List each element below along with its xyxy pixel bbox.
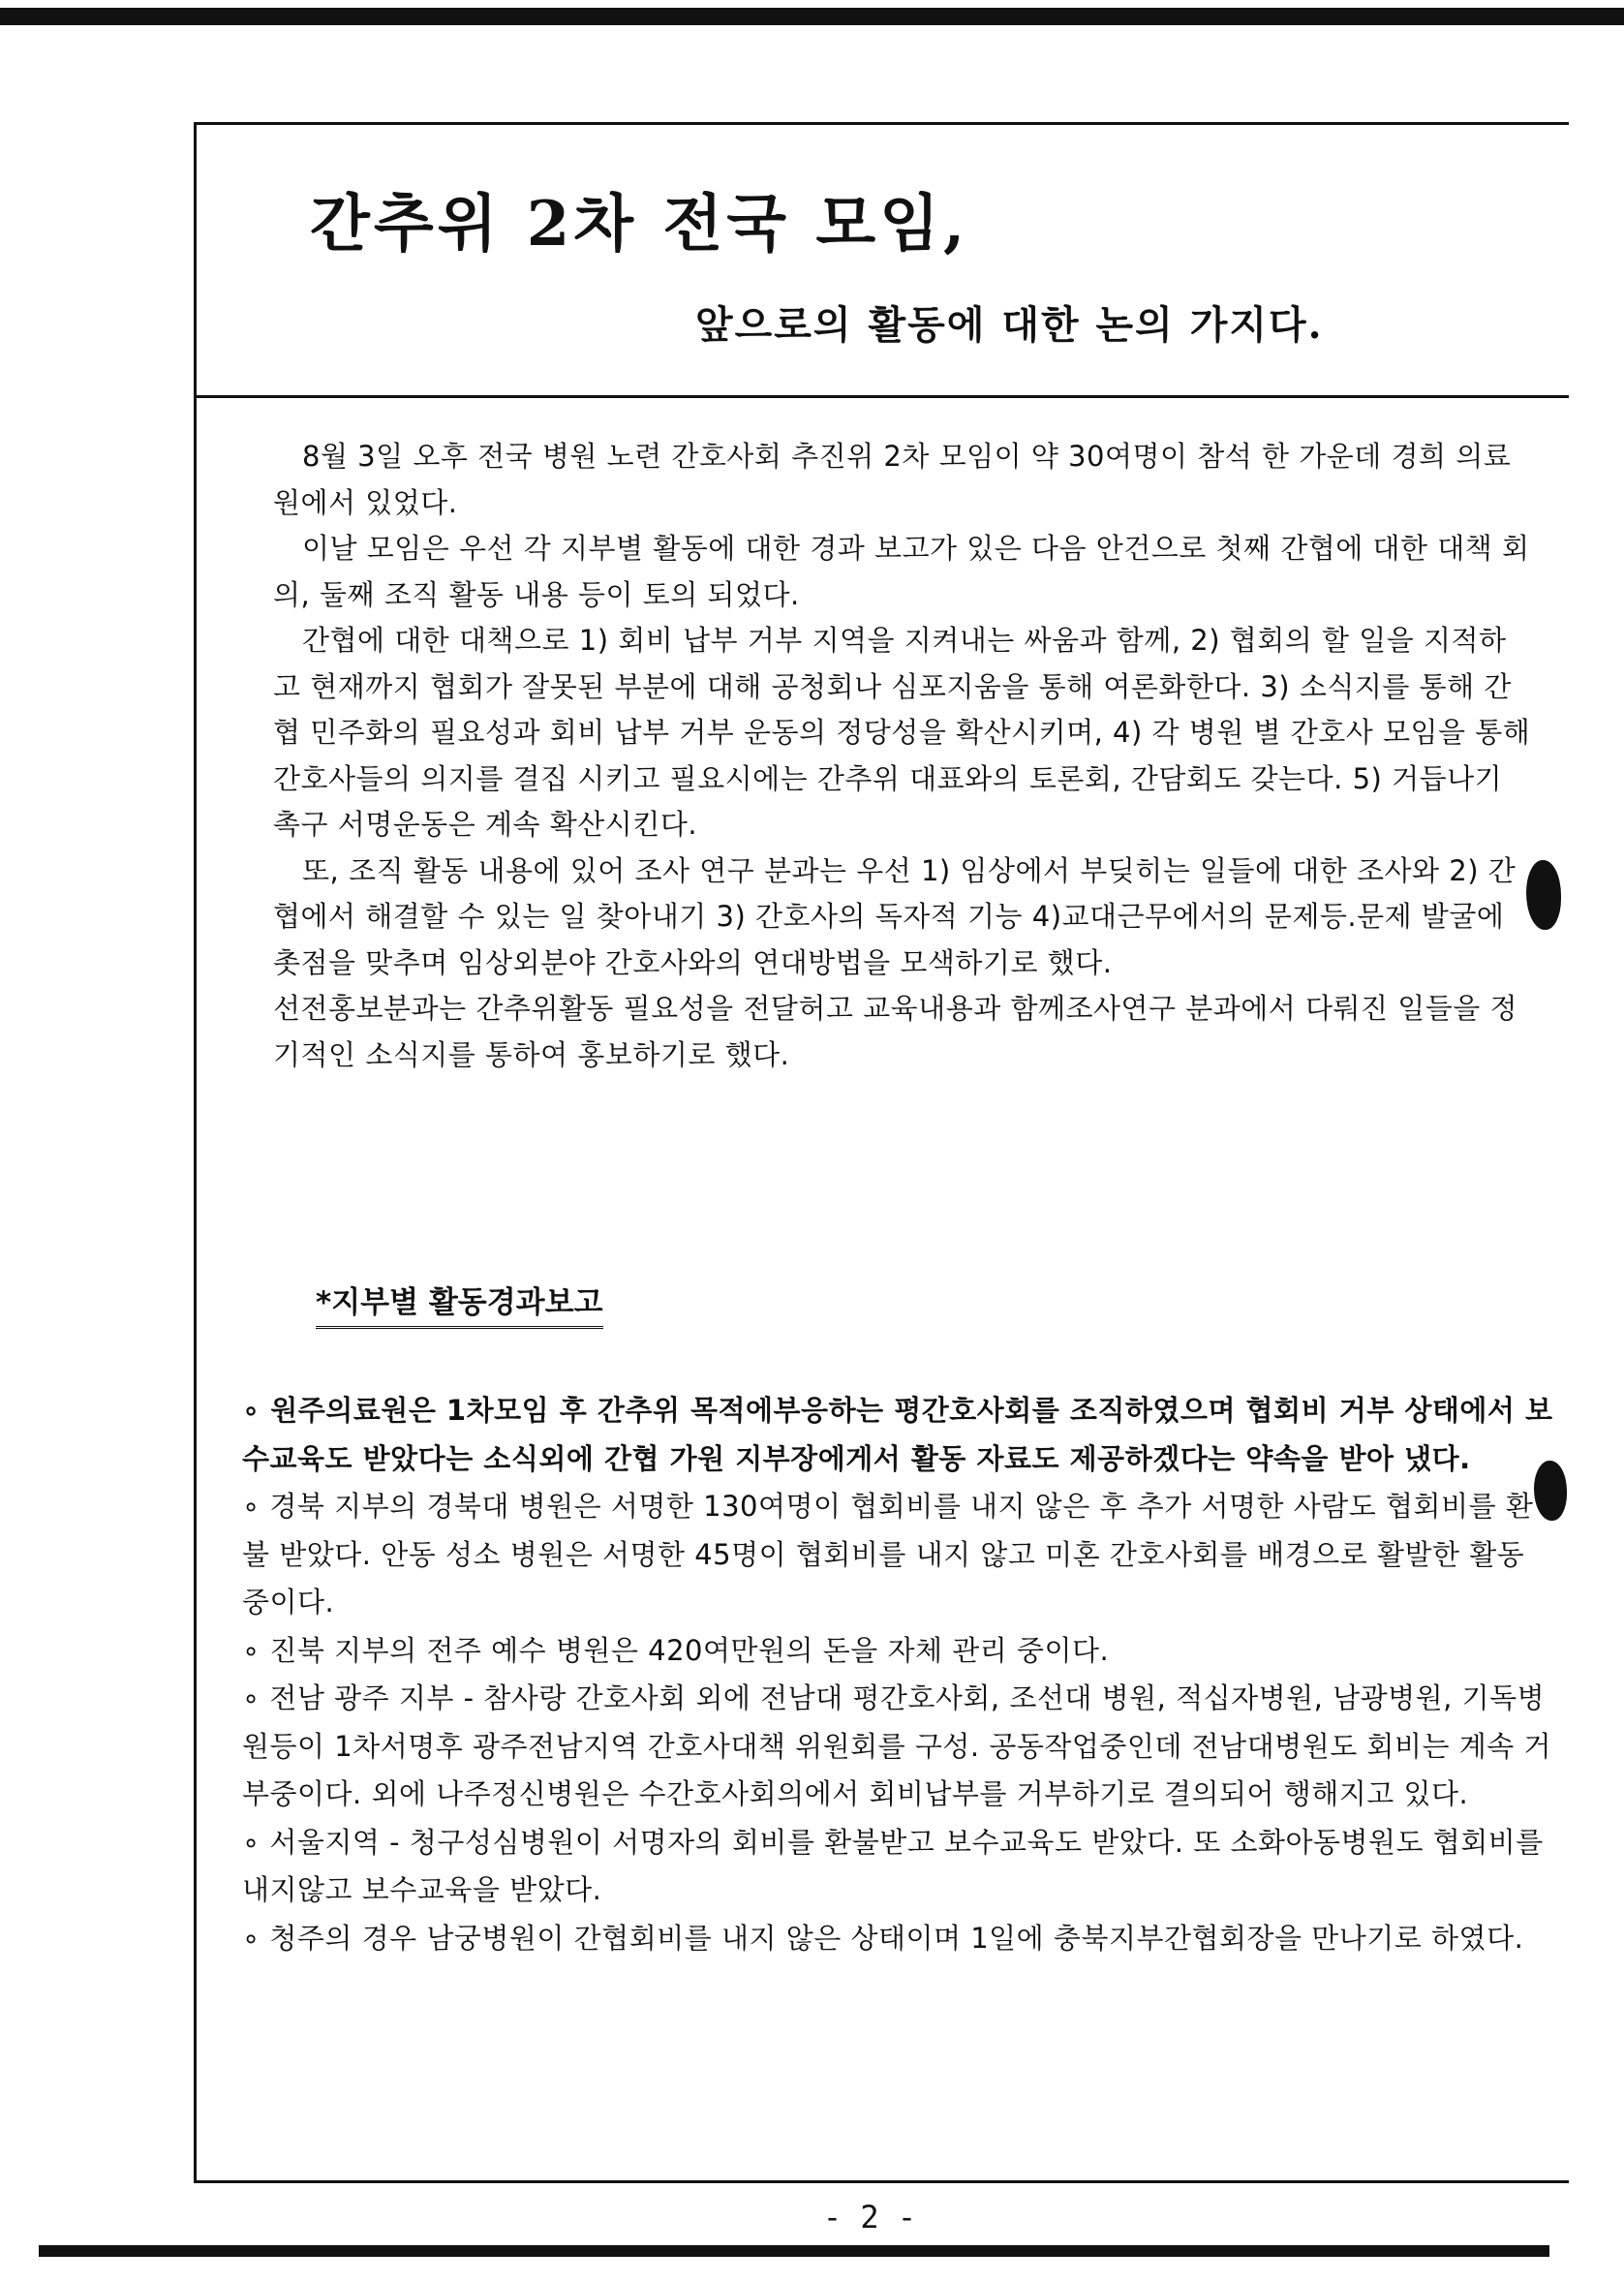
report-item-gyeongbuk: ∘ 경북 지부의 경북대 병원은 서명한 130여명이 협회비를 내지 않은 후 추가 서명한 사람도 협회비를 환불 받았다. 안동 성소 병원은 서명한 45명이 협회비를 내지 않고 미혼 간호사회를 배경으로 활발한 활동 중이다. (242, 1490, 1534, 1619)
report-item-jeonbuk: ∘ 진북 지부의 전주 예수 병원은 420여만원의 돈을 자체 관리 중이다. (242, 1633, 1110, 1667)
report-item-wonju: ∘ 원주의료원은 1차모임 후 간추위 목적에부응하는 평간호사회를 조직하였으며 협회비 거부 상태에서 보수교육도 받았다는 소식외에 간협 가원 지부장에게서 활동 자료도 제공하겠다는 약속을 받아 냈다. (242, 1394, 1553, 1475)
branch-report-list (242, 1387, 1559, 1962)
report-item-gwangju: ∘ 전남 광주 지부 - 참사랑 간호사회 외에 전남대 평간호사회, 조선대 병원, 적십자병원, 남광병원, 기독병원등이 1차서명후 광주전남지역 간호사대책 위원회를 구성. 공동작업중인데 전남대병원도 회비는 계속 거부중이다. 외에 나주정신병원은 수간호사회의에서 회비납부를 거부하기로 결의되어 행해지고 있다. (242, 1681, 1551, 1810)
article-title: 간추위 2차 전국 모임, (310, 188, 969, 261)
bottom-scan-band (39, 2245, 1549, 2257)
ink-blot-mark-lower (1534, 1461, 1567, 1521)
article-body (273, 434, 1532, 1078)
ink-blot-mark (1526, 860, 1561, 930)
paragraph-agenda: 이날 모임은 우선 각 지부별 활동에 대한 경과 보고가 있은 다음 안건으로 첫째 간협에 대한 대책 회의, 둘째 조직 활동 내용 등이 토의 되었다. (273, 532, 1530, 611)
paragraph-countermeasures: 간협에 대한 대책으로 1) 회비 납부 거부 지역을 지켜내는 싸움과 함께, 2) 협회의 할 일을 지적하고 현재까지 협회가 잘못된 부분에 대해 공청회나 심포지움을 통해 여론화한다. 3) 소식지를 통해 간협 민주화의 필요성과 회비 납부 거부 운동의 정당성을 확산시키며, 4) 각 병원 별 간호사 모임을 통해 간호사들의 의지를 결집 시키고 필요시에는 간추위 대표와의 토론회, 간담회도 갖는다. 5) 거듭나기 촉구 서명운동은 계속 확산시킨다. (273, 624, 1531, 841)
report-item-cheongju: ∘ 청주의 경우 남궁병원이 간협회비를 내지 않은 상태이며 1일에 충북지부간협회장을 만나기로 하였다. (242, 1921, 1524, 1955)
article-subtitle: 앞으로의 활동에 대한 논의 가지다. (695, 302, 1324, 348)
report-item-seoul: ∘ 서울지역 - 청구성심병원이 서명자의 회비를 환불받고 보수교육도 받았다. 또 소화아동병원도 협회비를 내지않고 보수교육을 받았다. (242, 1825, 1544, 1906)
paragraph-meeting-summary: 8월 3일 오후 전국 병원 노련 간호사회 추진위 2차 모임이 약 30여명이 참석 한 가운데 경희 의료원에서 있었다. (273, 440, 1512, 519)
paragraph-publicity-division: 선전홍보분과는 간추위활동 필요성을 전달허고 교육내용과 함께조사연구 분과에서 다뤄진 일들을 정기적인 소식지를 통하여 홍보하기로 했다. (273, 992, 1518, 1071)
section-heading-branch-reports: *지부별 활동경과보고 (316, 1288, 603, 1329)
top-scan-band (0, 8, 1624, 25)
paragraph-research-division: 또, 조직 활동 내용에 있어 조사 연구 분과는 우선 1) 임상에서 부딪히는 일들에 대한 조사와 2) 간협에서 해결할 수 있는 일 찾아내기 3) 간호사의 독자적 기능 4)교대근무에서의 문제등.문제 발굴에 촛점을 맞추며 임상외분야 간호사와의 연대방법을 모색하기로 했다. (273, 853, 1517, 979)
title-divider (194, 395, 1569, 398)
page-number: - 2 - (822, 2199, 917, 2236)
